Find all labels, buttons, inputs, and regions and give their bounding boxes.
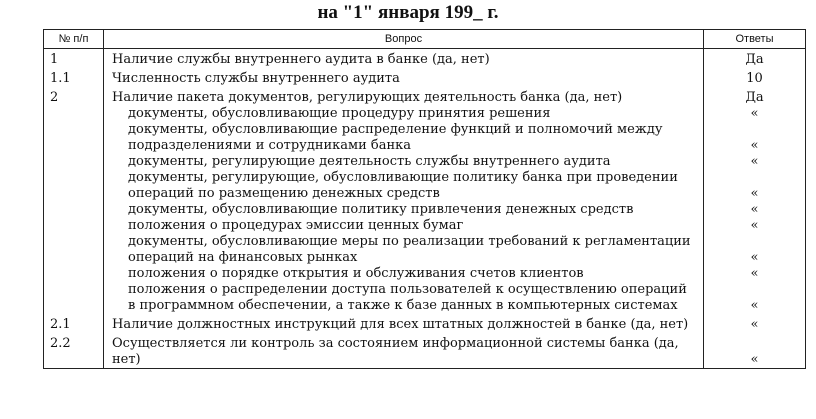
- table-row: [44, 314, 806, 333]
- table-row: [44, 170, 806, 202]
- row-answer: «: [704, 106, 806, 122]
- row-number: 2: [44, 87, 104, 106]
- row-answer: Да: [704, 49, 806, 69]
- row-answer: «: [704, 234, 806, 266]
- row-answer: «: [704, 218, 806, 234]
- row-answer: Да: [704, 87, 806, 106]
- table-row: [44, 333, 806, 369]
- row-answer: 10: [704, 68, 806, 87]
- page-title: на "1" января 199_ г.: [317, 2, 499, 23]
- row-question: документы, обусловливающие политику привлечения денежных средств: [104, 202, 704, 218]
- row-question: документы, регулирующие, обусловливающие политику банка при проведении операций по размещению денежных средств: [104, 170, 704, 202]
- row-question: документы, обусловливающие процедуру принятия решения: [104, 106, 704, 122]
- column-header-answer: Ответы: [704, 30, 806, 49]
- table-row: [44, 122, 806, 154]
- table-row: [44, 234, 806, 266]
- row-answer: «: [704, 314, 806, 333]
- row-question: положения о порядке открытия и обслуживания счетов клиентов: [104, 266, 704, 282]
- row-question: Наличие службы внутреннего аудита в банке (да, нет): [104, 49, 704, 69]
- row-number: [44, 202, 104, 218]
- row-number: [44, 170, 104, 202]
- row-question: Осуществляется ли контроль за состоянием информационной системы банка (да, нет): [104, 333, 704, 369]
- table-row: [44, 266, 806, 282]
- row-answer: «: [704, 122, 806, 154]
- table-header-row: [44, 30, 806, 49]
- row-question: документы, обусловливающие распределение функций и полномочий между подразделениями и сотрудниками банка: [104, 122, 704, 154]
- row-question: Наличие пакета документов, регулирующих деятельность банка (да, нет): [104, 87, 704, 106]
- row-answer: «: [704, 202, 806, 218]
- row-number: [44, 154, 104, 170]
- row-number: 2.1: [44, 314, 104, 333]
- row-number: [44, 106, 104, 122]
- row-question: Численность службы внутреннего аудита: [104, 68, 704, 87]
- row-answer: «: [704, 154, 806, 170]
- row-question: Наличие должностных инструкций для всех штатных должностей в банке (да, нет): [104, 314, 704, 333]
- row-answer: «: [704, 333, 806, 369]
- table-row: [44, 218, 806, 234]
- row-number: 1: [44, 49, 104, 69]
- row-number: [44, 122, 104, 154]
- table-row: [44, 68, 806, 87]
- row-question: положения о процедурах эмиссии ценных бумаг: [104, 218, 704, 234]
- column-header-question: Вопрос: [104, 30, 704, 49]
- row-question: документы, регулирующие деятельность службы внутреннего аудита: [104, 154, 704, 170]
- row-answer: «: [704, 170, 806, 202]
- row-number: [44, 266, 104, 282]
- row-number: [44, 218, 104, 234]
- row-number: 1.1: [44, 68, 104, 87]
- row-number: [44, 234, 104, 266]
- row-question: документы, обусловливающие меры по реализации требований к регламентации операций на финансовых рынках: [104, 234, 704, 266]
- table-row: [44, 87, 806, 106]
- row-number: [44, 282, 104, 314]
- table-row: [44, 106, 806, 122]
- column-header-number: № п/п: [44, 30, 104, 49]
- table-row: [44, 282, 806, 314]
- row-question: положения о распределении доступа пользователей к осуществлению операций в программном обеспечении, а также к базе данных в компьютерных системах: [104, 282, 704, 314]
- row-answer: «: [704, 266, 806, 282]
- row-answer: «: [704, 282, 806, 314]
- questionnaire-table: [43, 29, 806, 369]
- table-row: [44, 49, 806, 69]
- table-row: [44, 154, 806, 170]
- table-row: [44, 202, 806, 218]
- row-number: 2.2: [44, 333, 104, 369]
